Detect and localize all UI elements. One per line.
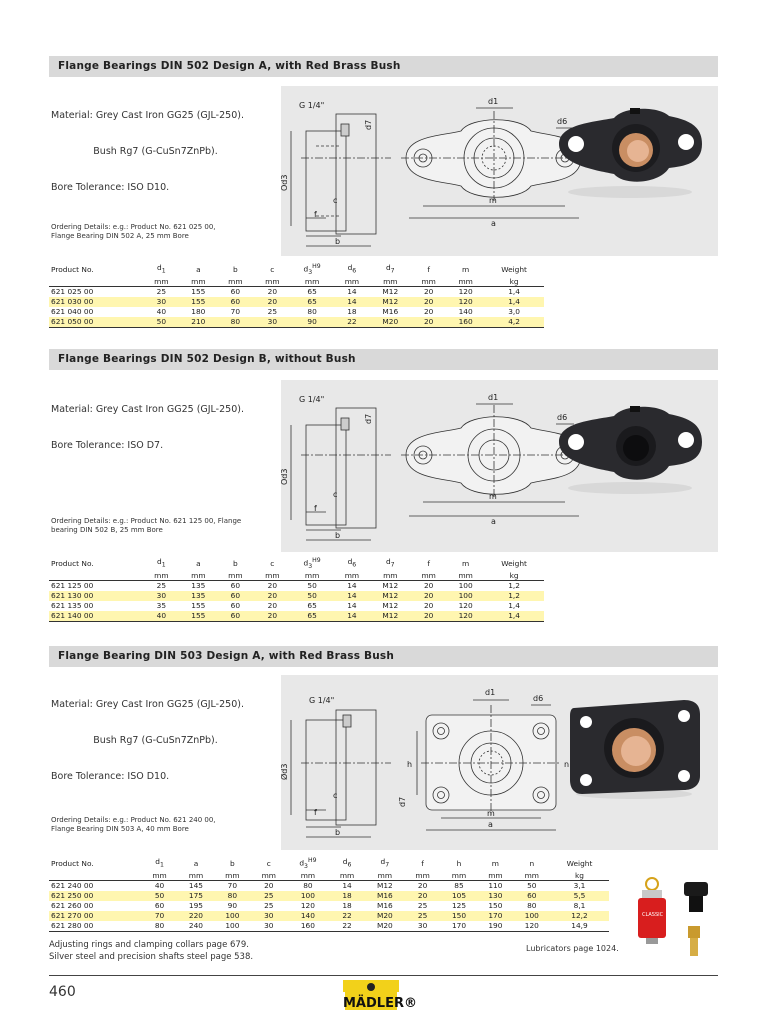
col-header: m	[462, 264, 470, 274]
table-row: 621 025 00 25 155 60 20 65 14 M12 20 120 1,4	[51, 286, 520, 296]
label-d7: d7	[364, 413, 373, 424]
table-row: 621 125 00 25 135 60 20 50 14 M12 20 100 1,2	[51, 580, 520, 590]
table-row: 621 140 00 40 155 60 20 65 14 M12 20 120 1,4	[49, 611, 544, 622]
col-header: $d_6$	[347, 557, 357, 569]
label-g14: G 1/4"	[309, 696, 335, 705]
table-row: 621 240 00 40 145 70 20 80 14 M12 20 85 110 50 3,1	[51, 880, 586, 890]
section-2-body	[49, 380, 718, 552]
col-header: Weight	[501, 264, 527, 274]
col-header: c	[270, 264, 275, 274]
madler-logo	[337, 978, 437, 1020]
table-row: 621 030 00 30 155 60 20 65 14 M12 20 120 1,4	[49, 297, 544, 307]
order-line: Flange Bearing DIN 502 A, 25 mm Bore	[51, 232, 189, 240]
label-a: a	[488, 820, 493, 829]
label-d7: d7	[398, 796, 407, 807]
label-m: m	[489, 196, 497, 205]
label-g14: G 1/4"	[299, 101, 325, 110]
order-line: Ordering Details: e.g.: Product No. 621 125 00, Flange	[51, 517, 242, 525]
label-d1: d1	[485, 688, 496, 697]
footer-divider	[49, 975, 718, 976]
label-m: m	[489, 492, 497, 501]
col-header: $d_3^{H9}$	[299, 857, 317, 870]
label-d6: d6	[533, 694, 544, 703]
col-header: $d_6$	[342, 857, 352, 869]
material-line: Material: Grey Cast Iron GG25 (GJL-250).	[51, 110, 244, 121]
table-row: 621 250 00 50 175 80 25 100 18 M16 20 105 130 60 5,5	[49, 891, 609, 901]
label-d1: d1	[488, 393, 499, 402]
col-header: $d_1$	[157, 263, 166, 275]
label-d1: d1	[488, 97, 499, 106]
section-2-title: Flange Bearings DIN 502 Design B, without Bush	[49, 349, 718, 370]
col-header: c	[266, 858, 271, 868]
label-f: f	[314, 210, 317, 219]
section-3-material	[51, 675, 244, 807]
table-row: 621 135 00 35 155 60 20 65 14 M12 20 120 1,4	[51, 600, 520, 610]
label-a: a	[491, 219, 496, 228]
col-header: c	[270, 558, 275, 568]
col-header: f	[427, 558, 430, 568]
table-row: 621 260 00 60 195 90 25 120 18 M16 25 125 150 80 8,1	[51, 900, 586, 910]
col-header: $d_3^{H9}$	[303, 263, 321, 276]
brand-text: MÄDLER®	[343, 996, 417, 1011]
material-line: Bush Rg7 (G-CuSn7ZnPb).	[51, 146, 218, 157]
label-n: n	[564, 760, 570, 769]
footnote-adjusting-rings: Adjusting rings and clamping collars page 679.	[49, 940, 249, 950]
col-header: $d_6$	[347, 263, 357, 275]
col-header: f	[421, 858, 424, 868]
label-b: b	[335, 237, 341, 246]
col-header: b	[232, 558, 238, 568]
col-header: $d_1$	[157, 557, 166, 569]
col-header: f	[427, 264, 430, 274]
section-2-table	[49, 556, 544, 622]
label-g14: G 1/4"	[299, 395, 325, 404]
col-header: n	[529, 858, 535, 868]
units-row: mm mm mm mm mm mm mm mm mm kg	[49, 571, 544, 581]
section-2-ordering	[51, 517, 266, 535]
flange-bearing-photo	[554, 402, 706, 497]
section-1-table	[49, 262, 544, 328]
lubricators-page-ref: Lubricators page 1024.	[526, 944, 619, 953]
footnote-silver-steel: Silver steel and precision shafts steel page 538.	[49, 952, 254, 962]
col-header: $d_3^{H9}$	[303, 557, 321, 570]
label-b: b	[335, 828, 341, 837]
flange-bearing-photo	[564, 690, 704, 800]
section-3-title: Flange Bearing DIN 503 Design A, with Red Brass Bush	[49, 646, 718, 667]
order-line: bearing DIN 502 B, 25 mm Bore	[51, 526, 163, 534]
col-header: b	[230, 858, 235, 868]
col-header: h	[456, 858, 462, 868]
col-header: m	[491, 858, 499, 868]
col-header: Product No.	[51, 264, 94, 274]
label-d3: Od3	[280, 468, 289, 485]
col-header: b	[232, 264, 238, 274]
units-row: mm mm mm mm mm mm mm mm mm mm mm kg	[49, 871, 609, 881]
col-header: $d_7$	[380, 857, 390, 869]
label-f: f	[314, 504, 317, 513]
section-1-title: Flange Bearings DIN 502 Design A, with Red Brass Bush	[49, 56, 718, 77]
lubricator-label: CLASSIC	[642, 912, 664, 918]
label-c: c	[333, 490, 338, 499]
table-row: 621 040 00 40 180 70 25 80 18 M16 20 140 3,0	[51, 306, 520, 316]
label-d6: d6	[557, 413, 568, 422]
col-header: Weight	[566, 858, 593, 868]
units-row: mm mm mm mm mm mm mm mm mm kg	[49, 277, 544, 287]
label-c: c	[333, 791, 338, 800]
section-3-table	[49, 856, 609, 932]
order-line: Ordering Details: e.g.: Product No. 621 240 00,	[51, 816, 216, 824]
col-header: a	[196, 558, 201, 568]
col-header: a	[193, 858, 199, 868]
label-f: f	[314, 808, 317, 817]
col-header: Weight	[501, 558, 527, 568]
table-row: 621 280 00 80 240 100 30 160 22 M20 30 170 190 120 14,9	[49, 921, 609, 932]
label-d6: d6	[557, 117, 568, 126]
col-header: a	[196, 264, 201, 274]
section-1-material	[51, 86, 244, 218]
flange-bearing-photo	[554, 104, 706, 199]
section-1-ordering	[51, 223, 266, 241]
lubricators-photo	[628, 876, 718, 968]
section-3-body	[49, 675, 718, 850]
label-a: a	[491, 517, 496, 526]
label-d3: Ød3	[280, 763, 289, 780]
order-line: Flange Bearing DIN 503 A, 40 mm Bore	[51, 825, 189, 833]
material-line: Material: Grey Cast Iron GG25 (GJL-250).	[51, 404, 244, 415]
col-header: $d_1$	[155, 857, 164, 869]
material-line: Bore Tolerance: ISO D7.	[51, 440, 164, 451]
table-row: 621 050 00 50 210 80 30 90 22 M20 20 160 4,2	[49, 317, 544, 328]
col-header: m	[462, 558, 470, 568]
table-row: 621 130 00 30 135 60 20 50 14 M12 20 100 1,2	[49, 591, 544, 601]
material-line: Bush Rg7 (G-CuSn7ZnPb).	[51, 735, 218, 746]
col-header: Product No.	[51, 558, 94, 568]
material-line: Bore Tolerance: ISO D10.	[51, 771, 170, 782]
label-d3: Od3	[280, 174, 289, 191]
material-line: Material: Grey Cast Iron GG25 (GJL-250).	[51, 699, 244, 710]
label-d7: d7	[364, 119, 373, 130]
page-number: 460	[49, 984, 76, 1000]
col-header: $d_7$	[385, 557, 395, 569]
section-3-ordering	[51, 816, 266, 834]
label-m: m	[487, 809, 495, 818]
section-1-body	[49, 86, 718, 256]
material-line: Bore Tolerance: ISO D10.	[51, 182, 170, 193]
label-h: h	[407, 760, 413, 769]
col-header: Product No.	[51, 858, 94, 868]
label-c: c	[333, 196, 338, 205]
section-2-material	[51, 380, 244, 476]
order-line: Ordering Details: e.g.: Product No. 621 025 00,	[51, 223, 216, 231]
label-b: b	[335, 531, 341, 540]
col-header: $d_7$	[385, 263, 395, 275]
table-row: 621 270 00 70 220 100 30 140 22 M20 25 150 170 100 12,2	[49, 911, 609, 921]
